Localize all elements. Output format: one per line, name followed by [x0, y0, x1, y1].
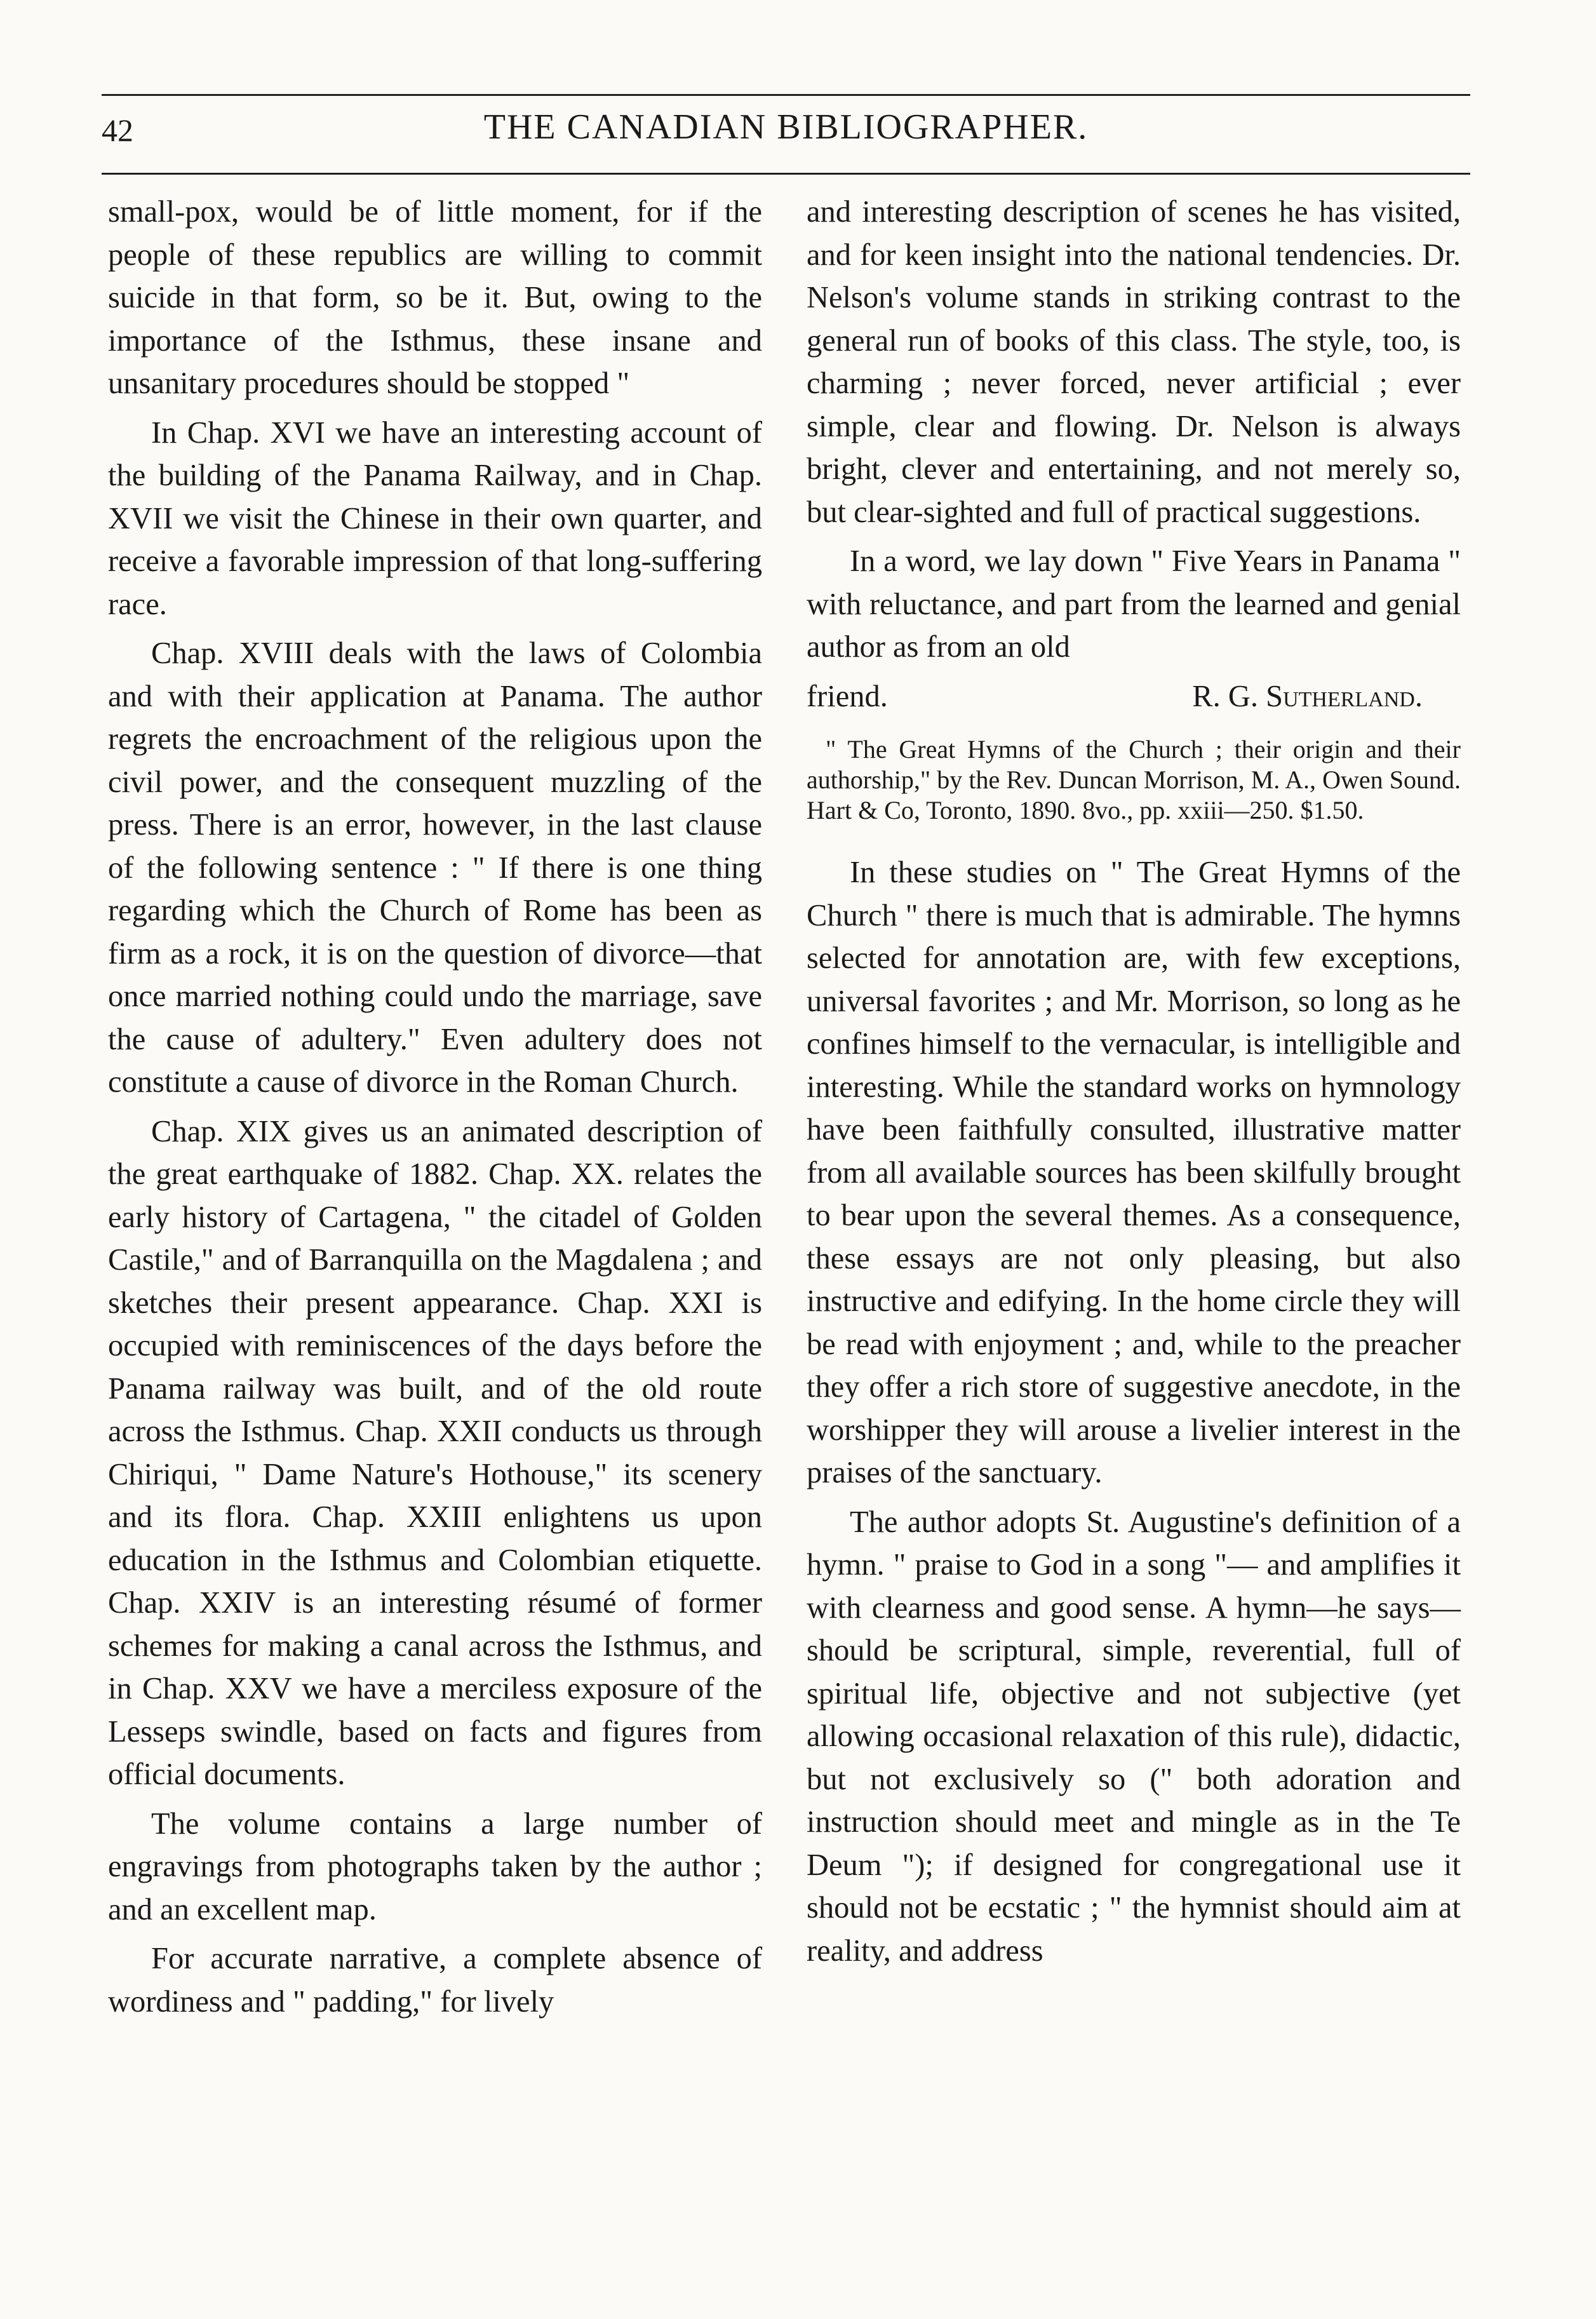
paragraph: For accurate narrative, a complete absence of wordiness and " padding," for lively — [108, 1942, 762, 2019]
book-citation: " The Great Hymns of the Church ; their origin and their authorship," by the Rev. Duncan Morrison, M. A., Owen Sound. Hart & Co, Toronto, 1890. 8vo., pp. xxiii—250. $1.50. — [807, 735, 1461, 824]
page-header — [102, 107, 1470, 164]
paragraph: The author adopts St. Augustine's definition of a hymn. " praise to God in a song "— and amplifies it with clearness and good sense. A hymn—he says—should be scriptural, simple, reverential, full of spiritual life, objective and not subjective (yet allowing occasional relaxation of this rule), didactic, but not exclusively so (" both adoration and instruction should meet and mingle as in the Te Deum "); if designed for congregational use it should not be ecstatic ; " the hymnist should aim at reality, and address — [807, 1505, 1461, 1968]
page-number: 42 — [102, 112, 133, 148]
paragraph: In a word, we lay down " Five Years in Panama " with reluctance, and part from the learned and genial author as from an old — [807, 544, 1461, 664]
paragraph: In Chap. XVI we have an interesting account of the building of the Panama Railway, and in Chap. XVII we visit the Chinese in their own quarter, and receive a favorable impression of that long-suffering race. — [108, 415, 762, 621]
paragraph: In these studies on " The Great Hymns of the Church " there is much that is admirable. The hymns selected for annotation are, with few exceptions, universal favorites ; and Mr. Morrison, so long as he confines himself to the vernacular, is intelligible and interesting. While the standard works on hymnology have been faithfully consulted, illustrative matter from all available sources has been skilfully brought to bear upon the several themes. As a consequence, these essays are not only pleasing, but also instructive and edifying. In the home circle they will be read with enjoyment ; and, while to the preacher they offer a rich store of suggestive anecdote, in the worshipper they will arouse a livelier interest in the praises of the sanctuary. — [807, 856, 1461, 1489]
paragraph: and interesting description of scenes he has visited, and for keen insight into the national tendencies. Dr. Nelson's volume stands in striking contrast to the general run of books of this class. The style, too, is charming ; never forced, never artificial ; ever simple, clear and flowing. Dr. Nelson is always bright, clever and entertaining, and not merely so, but clear-sighted and full of practical suggestions. — [807, 195, 1461, 529]
paragraph: Chap. XVIII deals with the laws of Colombia and with their application at Panama. The author regrets the encroachment of the religious upon the civil power, and the consequent muzzling of the press. There is an error, however, in the last clause of the following sentence : " If there is one thing regarding which the Church of Rome has been as firm as a rock, it is on the question of divorce—that once married nothing could undo the marriage, save the cause of adultery." Even adultery does not constitute a cause of divorce in the Roman Church. — [108, 636, 762, 1099]
paragraph: small-pox, would be of little moment, for if the people of these republics are willing to commit suicide in that form, so be it. But, owing to the importance of the Isthmus, these insane and unsanitary procedures should be stopped " — [108, 195, 762, 400]
header-bottom-rule — [102, 173, 1470, 175]
header-top-rule — [102, 94, 1470, 96]
paragraph: The volume contains a large number of engravings from photographs taken by the author ; and an excellent map. — [108, 1806, 762, 1926]
left-column — [108, 191, 762, 2023]
right-column — [807, 191, 1461, 1972]
running-title: THE CANADIAN BIBLIOGRAPHER. — [483, 107, 1089, 147]
paragraph: Chap. XIX gives us an animated description of the great earthquake of 1882. Chap. XX. relates the early history of Cartagena, " the citadel of Golden Castile," and of Barranquilla on the Magdalena ; and sketches their present appearance. Chap. XXI is occupied with reminiscences of the days before the Panama railway was built, and of the old route across the Isthmus. Chap. XXII conducts us through Chiriqui, " Dame Nature's Hothouse," its scenery and its flora. Chap. XXIII enlightens us upon education in the Isthmus and Colombian etiquette. Chap. XXIV is an interesting résumé of former schemes for making a canal across the Isthmus, and in Chap. XXV we have a merciless exposure of the Lesseps swindle, based on facts and figures from official documents. — [108, 1114, 762, 1791]
signoff-lead: friend. — [807, 679, 888, 713]
review-signoff — [807, 675, 1461, 718]
reviewer-signature: R. G. Sutherland. — [1192, 679, 1423, 713]
